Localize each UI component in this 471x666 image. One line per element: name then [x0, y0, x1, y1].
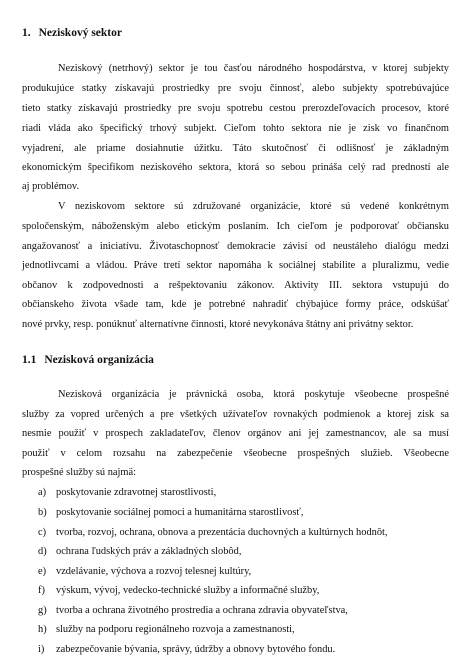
list-marker: h): [38, 624, 47, 635]
list-item: [38, 623, 448, 636]
list-marker: g): [38, 605, 47, 616]
list-item: [38, 565, 448, 578]
list-marker: d): [38, 546, 47, 557]
list-item-text: tvorba, rozvoj, ochrana, obnova a prezentácia duchovných a kultúrnych hodnôt,: [56, 527, 388, 538]
list-item-text: zabezpečovanie bývania, správy, údržby a obnovy bytového fondu.: [56, 644, 336, 655]
list-item: [38, 486, 448, 499]
section-title: Neziskový sektor: [38, 27, 122, 39]
subsection-title: Nezisková organizácia: [44, 354, 154, 366]
list-item-text: poskytovanie sociálnej pomoci a humanitárna starostlivosť,: [56, 507, 304, 518]
list-item-text: služby na podporu regionálneho rozvoja a zamestnanosti,: [56, 624, 295, 635]
list-marker: b): [38, 507, 47, 518]
list-marker: e): [38, 566, 47, 577]
paragraph-line: jednotlivcami a vládou. Práve tretí sektor napomáha k sociálnej stabilite a pluralizmu, vedie: [22, 260, 449, 271]
paragraph-line: riadi vláda ako špecifický trhový subjekt. Cieľom tohto sektora nie je zisk vo finančnom: [22, 123, 449, 134]
list-item-text: poskytovanie zdravotnej starostlivosti,: [56, 487, 217, 498]
list-marker: a): [38, 487, 47, 498]
list-item: [38, 545, 448, 558]
subsection-number: 1.1: [22, 354, 37, 366]
paragraph-line: nesmie použiť v prospech zakladateľov, členov orgánov ani jej zamestnancov, ale sa musí: [22, 428, 449, 439]
paragraph-line: Neziskový (netrhový) sektor je tou časťou národného hospodárstva, v ktorej subjekty: [58, 63, 449, 74]
section-heading: [22, 27, 122, 39]
section-number: 1.: [22, 27, 31, 39]
list-item-text: tvorba a ochrana životného prostredia a ochrana zdravia obyvateľstva,: [56, 605, 348, 616]
paragraph-line: aj problémov.: [22, 181, 80, 192]
paragraph-line: produkujúce statky získavajú prostriedky pre svoju činnosť, alebo subjekty spotrebúvajúce: [22, 83, 449, 94]
paragraph-line: angažovanosť a iniciatívu. Životaschopnosť demokracie závisí od neustáleho dialógu medzi: [22, 241, 449, 252]
subsection-heading: [22, 354, 154, 366]
paragraph-line: tieto statky získavajú prostriedky pre svoju spotrebu cestou prerozdeľovacích procesov, ktoré: [22, 103, 449, 114]
list-item: [38, 526, 448, 539]
list-item: [38, 604, 448, 617]
list-item-text: výskum, vývoj, vedecko-technické služby a informačné služby,: [56, 585, 320, 596]
list-marker: c): [38, 527, 47, 538]
list-marker: f): [38, 585, 45, 596]
paragraph-line: spoločenským, náboženským alebo etickým poslaním. Ich cieľom je podporovať občiansku: [22, 221, 449, 232]
paragraph-line: občanov k zodpovednosti a rešpektovaniu zákonov. Aktivity III. sektora vstupujú do: [22, 280, 449, 291]
paragraph-line: použiť v celom rozsahu na zabezpečenie všeobecne prospešných služieb. Všeobecne: [22, 448, 449, 459]
list-item-text: vzdelávanie, výchova a rozvoj telesnej kultúry,: [56, 566, 252, 577]
paragraph-line: Nezisková organizácia je právnická osoba, ktorá poskytuje všeobecne prospešné: [58, 389, 449, 400]
list-item: [38, 584, 448, 597]
paragraph-line: občianskeho života všade tam, kde je potrebné nahradiť chýbajúce formy práce, odskúšať: [22, 299, 449, 310]
paragraph-line: ekonomickým špecifikom neziskového sektora, ktorá so sebou prináša celý rad predností ale: [22, 162, 449, 173]
list-item: [38, 643, 448, 656]
paragraph-line: služby za vopred určených a pre všetkých užívateľov rovnakých podmienok a ktorej zisk sa: [22, 409, 449, 420]
list-item: [38, 506, 448, 519]
paragraph-line: V neziskovom sektore sú združované organizácie, ktoré sú vedené konkrétnym: [58, 201, 449, 212]
paragraph-line: nové prvky, resp. ponúknuť alternatívne činnosti, ktoré nevykonáva štátny ani privátny sektor.: [22, 319, 414, 330]
paragraph-line: prospešné služby sú najmä:: [22, 467, 136, 478]
list-marker: i): [38, 644, 45, 655]
list-item-text: ochrana ľudských práv a základných slobôd,: [56, 546, 242, 557]
paragraph-line: vyjadrení, ale priame dosiahnutie úžitku. Táto skutočnosť či odlišnosť je základným: [22, 143, 449, 154]
